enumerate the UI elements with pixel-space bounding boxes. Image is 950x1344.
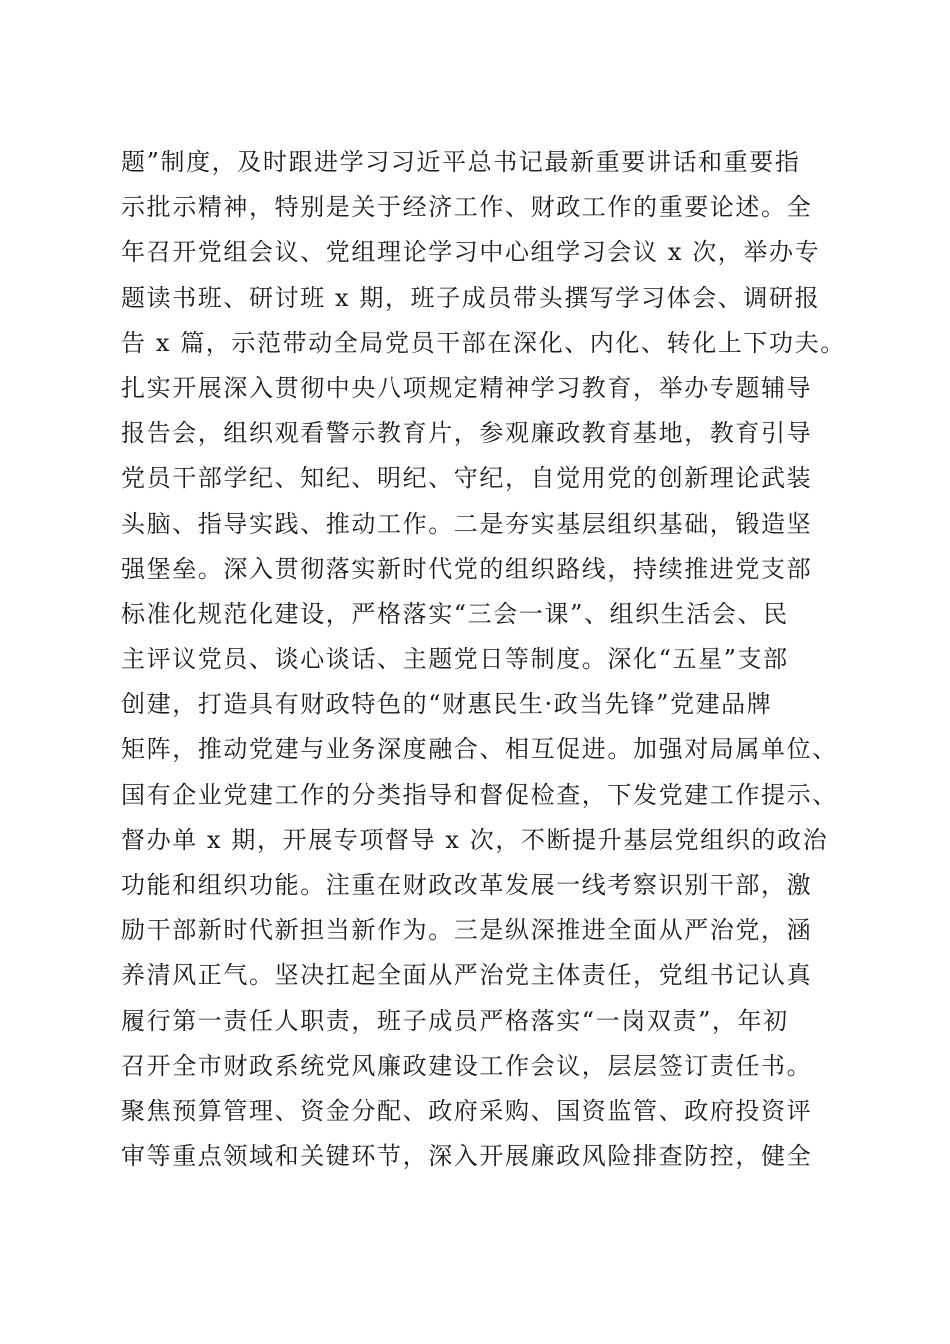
text-line-23: 审等重点领域和关键环节，深入开展廉政风险排查防控，健全 (121, 1142, 813, 1171)
text-line-16: 督办单 x 期，开展专项督导 x 次，不断提升基层党组织的政治 (121, 825, 829, 854)
text-line-9: 头脑、指导实践、推动工作。二是夯实基层组织基础，锻造坚 (121, 509, 813, 538)
text-line-22: 聚焦预算管理、资金分配、政府采购、国资监管、政府投资评 (121, 1096, 813, 1125)
text-line-18: 励干部新时代新担当新作为。三是纵深推进全面从严治党，涵 (121, 916, 813, 945)
text-line-1: 题”制度，及时跟进学习习近平总书记最新重要讲话和重要指 (121, 148, 801, 176)
text-line-12: 主评议党员、谈心谈话、主题党日等制度。深化“五星”支部 (121, 645, 789, 674)
text-line-14: 矩阵，推动党建与业务深度融合、相互促进。加强对局属单位、 (121, 735, 838, 764)
text-line-13: 创建，打造具有财政特色的“财惠民生·政当先锋”党建品牌 (121, 690, 773, 719)
text-line-15: 国有企业党建工作的分类指导和督促检查，下发党建工作提示、 (121, 780, 838, 809)
text-line-10: 强堡垒。深入贯彻落实新时代党的组织路线，持续推进党支部 (121, 554, 813, 583)
text-line-5: 告 x 篇，示范带动全局党员干部在深化、内化、转化上下功夫。 (121, 328, 846, 357)
text-line-17: 功能和组织功能。注重在财政改革发展一线考察识别干部，激 (121, 871, 813, 899)
text-line-21: 召开全市财政系统党风廉政建设工作会议，层层签订责任书。 (121, 1051, 813, 1080)
body-paragraph (121, 140, 861, 1179)
text-line-8: 党员干部学纪、知纪、明纪、守纪，自觉用党的创新理论武装 (121, 464, 813, 493)
text-line-6: 扎实开展深入贯彻中央八项规定精神学习教育，举办专题辅导 (121, 373, 813, 402)
text-line-2: 示批示精神，特别是关于经济工作、财政工作的重要论述。全 (121, 193, 813, 222)
text-line-7: 报告会，组织观看警示教育片，参观廉政教育基地，教育引导 (121, 419, 813, 448)
text-line-4: 题读书班、研讨班 x 期，班子成员带头撰写学习体会、调研报 (121, 283, 821, 312)
text-line-19: 养清风正气。坚决扛起全面从严治党主体责任，党组书记认真 (121, 961, 813, 990)
text-line-20: 履行第一责任人职责，班子成员严格落实“一岗双责”，年初 (121, 1006, 789, 1035)
text-line-3: 年召开党组会议、党组理论学习中心组学习会议 x 次，举办专 (121, 238, 821, 267)
text-line-11: 标准化规范化建设，严格落实“三会一课”、组织生活会、民 (121, 599, 789, 628)
